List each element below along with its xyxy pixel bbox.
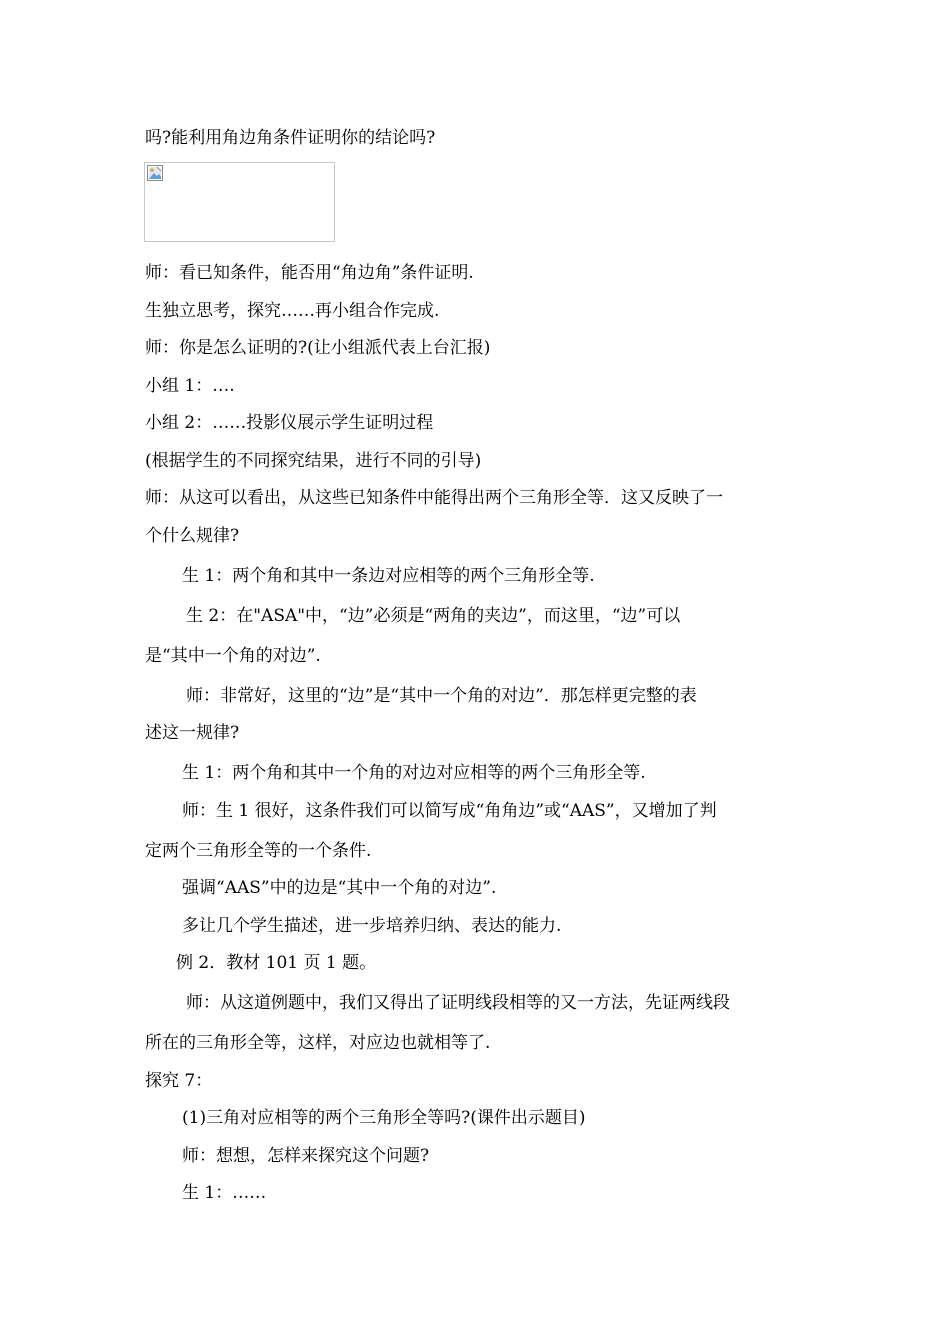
text-line: 例 2．教材 101 页 1 题。 [176,953,377,973]
text-line: 探究 7： [145,1071,213,1091]
text-line: 生 1：…… [182,1183,267,1203]
text-line: (1)三角对应相等的两个三角形全等吗?(课件出示题目) [182,1108,586,1128]
text-line: 吗?能利用角边角条件证明你的结论吗? [145,128,436,148]
text-line: 定两个三角形全等的一个条件. [145,841,372,861]
text-line: 个什么规律? [145,526,240,546]
text-line: 小组 1：…. [145,376,235,396]
text-line: 述这一规律? [145,723,240,743]
text-line: 生 1：两个角和其中一个角的对边对应相等的两个三角形全等. [182,763,646,783]
text-line: 师：生 1 很好，这条件我们可以简写成“角角边”或“AAS”，又增加了判 [182,801,717,821]
text-line: 师：看已知条件，能否用“角边角”条件证明. [145,263,474,283]
text-line: 师：你是怎么证明的?(让小组派代表上台汇报) [145,338,491,358]
text-line: 生 1：两个角和其中一条边对应相等的两个三角形全等. [182,566,595,586]
text-line: (根据学生的不同探究结果，进行不同的引导) [145,451,482,471]
text-line: 师：从这道例题中，我们又得出了证明线段相等的又一方法，先证两线段 [186,993,730,1013]
text-line: 小组 2：……投影仪展示学生证明过程 [145,413,434,433]
text-line: 师：想想，怎样来探究这个问题? [182,1146,430,1166]
text-line: 强调“AAS”中的边是“其中一个角的对边”. [182,878,497,898]
text-line: 师：从这可以看出，从这些已知条件中能得出两个三角形全等．这又反映了一 [145,488,723,508]
text-line: 多让几个学生描述，进一步培养归纳、表达的能力. [182,916,562,936]
image-placeholder [144,162,335,242]
text-line: 师：非常好，这里的“边”是“其中一个角的对边”．那怎样更完整的表 [186,686,697,706]
broken-image-icon [147,165,163,181]
text-line: 所在的三角形全等，这样，对应边也就相等了. [145,1033,491,1053]
text-line: 生独立思考，探究……再小组合作完成. [145,301,440,321]
text-line: 是“其中一个角的对边”. [145,646,321,666]
text-line: 生 2：在"ASA"中，“边”必须是“两角的夹边”，而这里，“边”可以 [186,606,681,626]
